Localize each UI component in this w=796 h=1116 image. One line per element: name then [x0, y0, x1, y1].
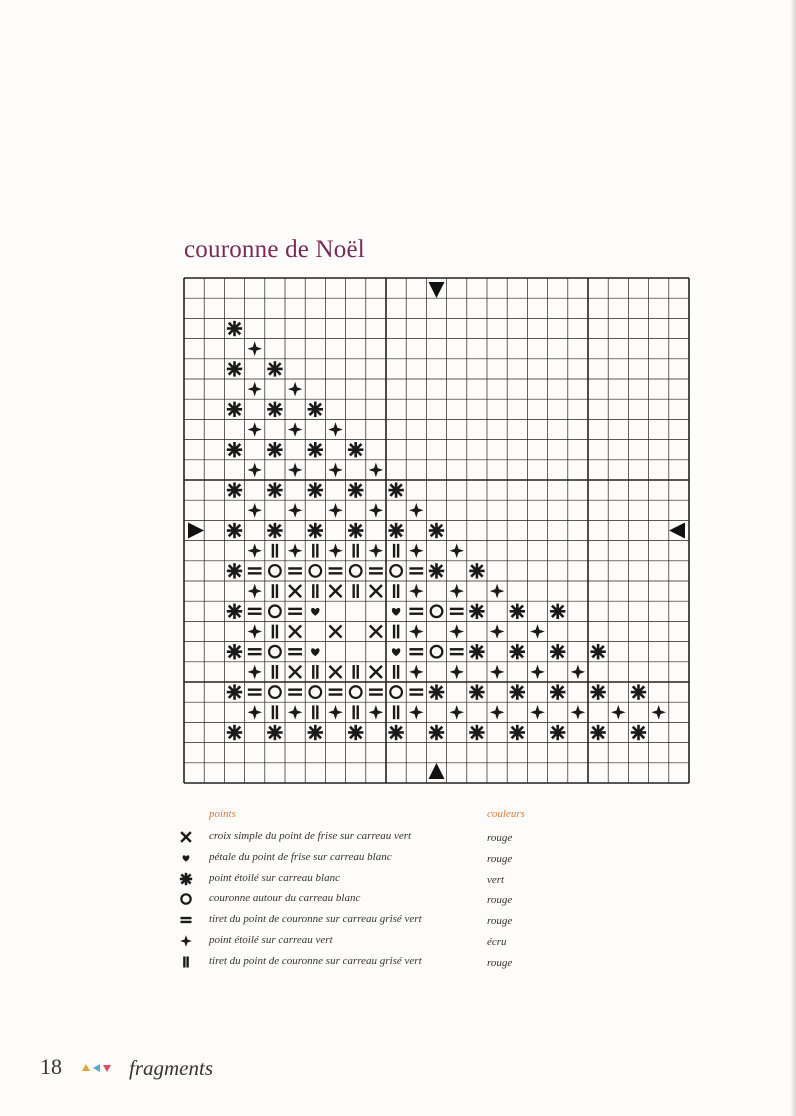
stitch-bar [354, 705, 358, 719]
stitch-star [510, 644, 525, 659]
stitch-plus [490, 624, 505, 639]
stitch-star [267, 482, 282, 497]
stitch-plus [288, 705, 303, 720]
stitch-star [348, 442, 363, 457]
stitch-star [550, 604, 565, 619]
stitch-plus [449, 705, 464, 720]
stitch-star [550, 725, 565, 740]
stitch-star [429, 563, 444, 578]
equals-icon [178, 912, 194, 928]
stitch-heart [311, 608, 319, 616]
stitch-plus [490, 584, 505, 599]
stitch-circle [269, 565, 281, 577]
stitch-plus [247, 463, 262, 478]
stitch-star [469, 563, 484, 578]
stitch-plus [449, 543, 464, 558]
legend-description: tiret du point de couronne sur carreau grisé vert [209, 913, 422, 926]
stitch-plus [571, 665, 586, 680]
stitch-star [227, 442, 242, 457]
stitch-plus [409, 624, 424, 639]
stitch-plus [288, 503, 303, 518]
stitch-cross [329, 625, 341, 637]
stitch-star [227, 604, 242, 619]
stitch-star [590, 684, 605, 699]
stitch-plus [530, 705, 545, 720]
stitch-cross [329, 585, 341, 597]
stitch-star [308, 725, 323, 740]
stitch-bar [354, 544, 358, 558]
stitch-equals [409, 649, 423, 654]
stitch-bar [313, 665, 317, 679]
legend-color: rouge [487, 852, 513, 865]
stitch-star [631, 684, 646, 699]
stitch-equals [409, 568, 423, 573]
stitch-star [267, 361, 282, 376]
stitch-star [227, 482, 242, 497]
stitch-plus [247, 382, 262, 397]
stitch-star [550, 644, 565, 659]
decorative-triangles-icon [82, 1063, 114, 1073]
stitch-plus [288, 463, 303, 478]
center-arrow-top-icon [429, 282, 445, 298]
stitch-circle [309, 686, 321, 698]
legend-color: rouge [487, 915, 513, 928]
stitch-equals [248, 568, 262, 573]
stitch-star [510, 725, 525, 740]
stitch-heart [311, 648, 319, 656]
stitch-bar [273, 705, 277, 719]
stitch-equals [409, 690, 423, 695]
legend-description: pétale du point de frise sur carreau blanc [209, 850, 392, 863]
legend-item [176, 911, 556, 931]
stitch-circle [269, 646, 281, 658]
stitch-star [388, 523, 403, 538]
stitch-plus [288, 382, 303, 397]
stitch-plus [449, 624, 464, 639]
stitch-circle [269, 686, 281, 698]
legend-item [176, 849, 556, 869]
stitch-star [308, 442, 323, 457]
stitch-plus [247, 543, 262, 558]
stitch-star [429, 725, 444, 740]
stitch-star [227, 321, 242, 336]
stitch-circle [390, 565, 402, 577]
stitch-bar [313, 584, 317, 598]
stitch-star [227, 523, 242, 538]
legend-description: point étoilé sur carreau blanc [209, 871, 340, 884]
stitch-bar [313, 544, 317, 558]
stitch-plus [247, 503, 262, 518]
stitch-bar [354, 584, 358, 598]
stitch-plus [369, 463, 384, 478]
stitch-cross [329, 666, 341, 678]
stitch-equals [248, 649, 262, 654]
legend-description: tiret du point de couronne sur carreau grisé vert [209, 954, 422, 967]
stitch-equals [288, 649, 302, 654]
stitch-plus [449, 665, 464, 680]
stitch-plus [369, 503, 384, 518]
stitch-equals [248, 609, 262, 614]
page-number: 18 [40, 1054, 62, 1079]
cross-stitch-chart [182, 276, 690, 786]
stitch-circle [309, 565, 321, 577]
center-arrow-left-icon [188, 523, 204, 539]
legend-color: vert [487, 873, 505, 886]
center-arrow-right-icon [669, 523, 685, 539]
stitch-cross [289, 625, 301, 637]
page-title: couronne de Noël [184, 236, 365, 263]
stitch-bar [273, 665, 277, 679]
stitch-star [469, 725, 484, 740]
stitch-plus [328, 422, 343, 437]
stitch-circle [390, 686, 402, 698]
center-arrow-bottom-icon [429, 763, 445, 779]
stitch-star [348, 482, 363, 497]
plus-star-icon [178, 933, 194, 949]
legend-description: couronne autour du carreau blanc [209, 892, 361, 905]
stitch-star [510, 604, 525, 619]
stitch-star [388, 725, 403, 740]
cross-icon [178, 829, 194, 845]
stitch-star [227, 644, 242, 659]
stitch-bar [354, 665, 358, 679]
stitch-equals [288, 609, 302, 614]
heart-icon [178, 850, 194, 866]
stitch-star [227, 361, 242, 376]
stitch-star [308, 523, 323, 538]
stitch-star [308, 402, 323, 417]
stitch-plus [369, 705, 384, 720]
stitch-bar [394, 705, 398, 719]
legend-item [176, 953, 556, 973]
legend-color: rouge [487, 956, 513, 969]
stitch-star [308, 482, 323, 497]
stitch-plus [247, 665, 262, 680]
stitch-plus [247, 705, 262, 720]
stitch-plus [328, 705, 343, 720]
legend-item [176, 870, 556, 890]
stitch-plus [530, 665, 545, 680]
stitch-bar [273, 584, 277, 598]
stitch-bar [394, 544, 398, 558]
stitch-plus [328, 463, 343, 478]
stitch-plus [409, 543, 424, 558]
stitch-equals [409, 609, 423, 614]
stitch-equals [329, 568, 343, 573]
stitch-plus [247, 341, 262, 356]
stitch-star [469, 644, 484, 659]
stitch-cross [289, 666, 301, 678]
stitch-plus [530, 624, 545, 639]
stitch-plus [571, 705, 586, 720]
stitch-plus [409, 665, 424, 680]
page-edge-shadow [790, 0, 796, 1116]
circle-icon [178, 891, 194, 907]
stitch-star [590, 725, 605, 740]
stitch-cross [289, 585, 301, 597]
stitch-plus [409, 584, 424, 599]
stitch-bar [313, 705, 317, 719]
stitch-equals [450, 609, 464, 614]
stitch-equals [288, 568, 302, 573]
stitch-star [267, 523, 282, 538]
stitch-bar [273, 544, 277, 558]
stitch-star [267, 402, 282, 417]
stitch-equals [450, 649, 464, 654]
stitch-plus [288, 422, 303, 437]
stitch-star [267, 442, 282, 457]
stitch-bar [273, 625, 277, 639]
stitch-plus [651, 705, 666, 720]
stitch-circle [431, 646, 443, 658]
legend-points-header: points [209, 808, 236, 820]
stitch-equals [369, 690, 383, 695]
stitch-plus [409, 503, 424, 518]
stitch-plus [328, 543, 343, 558]
stitch-star [267, 725, 282, 740]
stitch-circle [350, 565, 362, 577]
stitch-plus [247, 624, 262, 639]
stitch-circle [269, 605, 281, 617]
stitch-star [227, 725, 242, 740]
stitch-plus [449, 584, 464, 599]
legend-color: écru [487, 936, 507, 948]
stitch-star [590, 644, 605, 659]
page-footer [40, 1052, 340, 1082]
stitch-star [510, 684, 525, 699]
stitch-star [227, 684, 242, 699]
stitch-star [348, 523, 363, 538]
legend-item [176, 932, 556, 952]
stitch-cross [370, 666, 382, 678]
stitch-plus [328, 503, 343, 518]
stitch-heart [392, 648, 400, 656]
stitch-equals [329, 690, 343, 695]
stitch-star [469, 604, 484, 619]
stitch-star [631, 725, 646, 740]
legend-colors-header: couleurs [487, 808, 525, 820]
stitch-plus [490, 665, 505, 680]
legend-description: croix simple du point de frise sur carreau vert [209, 830, 412, 842]
stitch-star [469, 684, 484, 699]
stitch-circle [350, 686, 362, 698]
stitch-bar [394, 665, 398, 679]
stitch-star [348, 725, 363, 740]
legend-color: rouge [487, 894, 513, 907]
stitch-equals [369, 568, 383, 573]
star-icon [178, 871, 194, 887]
stitch-star [429, 684, 444, 699]
stitch-plus [369, 543, 384, 558]
stitch-heart [392, 608, 400, 616]
stitch-plus [611, 705, 626, 720]
legend-item [176, 890, 556, 910]
stitch-star [227, 563, 242, 578]
legend-item [176, 828, 556, 848]
stitch-bar [394, 625, 398, 639]
stitch-cross [370, 625, 382, 637]
stitch-star [227, 402, 242, 417]
stitch-star [429, 523, 444, 538]
stitch-plus [409, 705, 424, 720]
legend-description: point étoilé sur carreau vert [209, 934, 333, 946]
stitch-equals [288, 690, 302, 695]
double-bar-icon [178, 954, 194, 970]
stitch-star [550, 684, 565, 699]
stitch-plus [490, 705, 505, 720]
section-name: fragments [129, 1056, 213, 1080]
stitch-cross [370, 585, 382, 597]
stitch-plus [247, 584, 262, 599]
stitch-plus [247, 422, 262, 437]
stitch-star [388, 482, 403, 497]
legend-color: rouge [487, 832, 513, 844]
stitch-equals [248, 690, 262, 695]
stitch-bar [394, 584, 398, 598]
stitch-plus [288, 543, 303, 558]
stitch-circle [431, 605, 443, 617]
